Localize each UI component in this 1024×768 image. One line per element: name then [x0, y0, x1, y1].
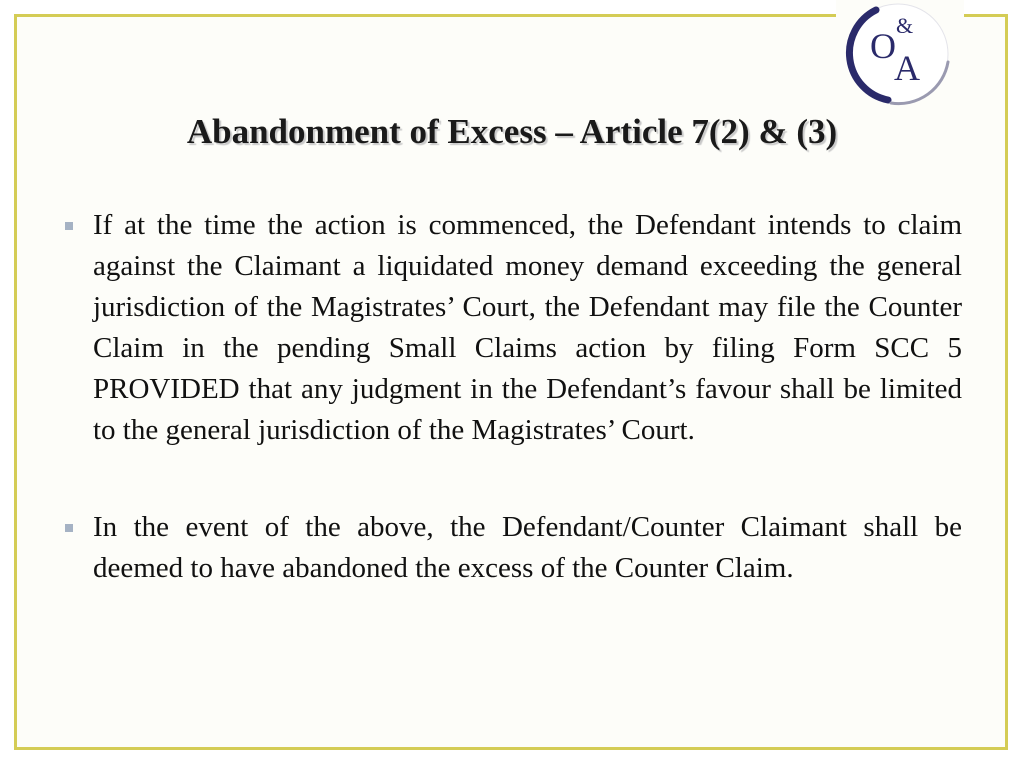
slide-title: Abandonment of Excess – Article 7(2) & (3)	[186, 112, 838, 151]
bullet-item	[60, 205, 962, 451]
bullet-list	[60, 205, 962, 589]
logo-letter-o: O	[870, 26, 896, 66]
logo-ampersand: &	[896, 13, 914, 38]
bullet-text: In the event of the above, the Defendant/Counter Claimant shall be deemed to have abandoned the excess of the Counter Claim.	[93, 511, 962, 584]
bullet-item	[60, 507, 962, 589]
logo-letter-a: A	[894, 48, 920, 88]
bullet-square-icon	[65, 524, 73, 532]
company-logo	[836, 0, 964, 108]
bullet-text: If at the time the action is commenced, the Defendant intends to claim against the Claimant a liquidated money demand exceeding the general jurisdiction of the Magistrates’ Court, the Defendant may file the Counter Claim in the pending Small Claims action by filing Form SCC 5 PROVIDED that any judgment in the Defendant’s favour shall be limited to the general jurisdiction of the Magistrates’ Court.	[93, 209, 962, 446]
bullet-square-icon	[65, 222, 73, 230]
